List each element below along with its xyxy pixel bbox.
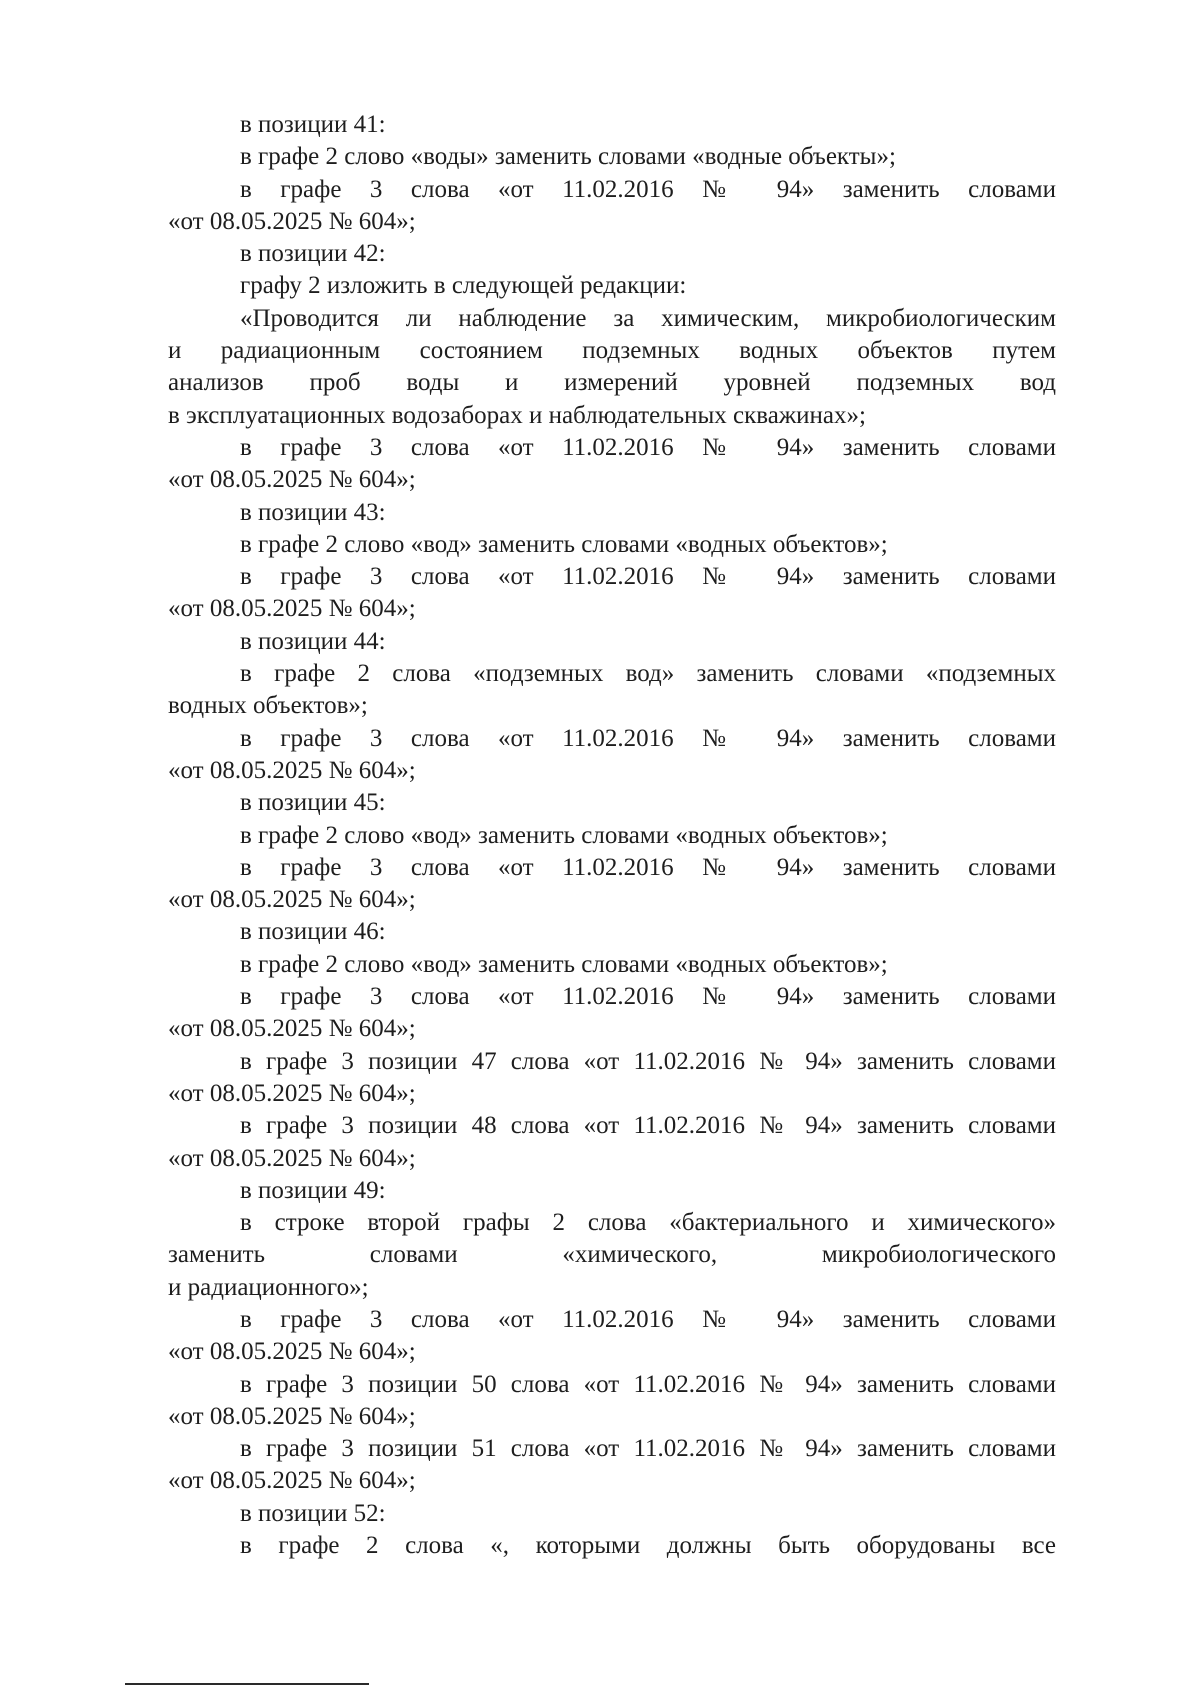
document-line: «от 08.05.2025 № 604»; bbox=[168, 466, 416, 494]
document-line: в графе 3 позиции 47 слова «от 11.02.2016 № 94» заменить словами bbox=[240, 1047, 1056, 1075]
document-line: заменить словами «химического, микробиологического bbox=[168, 1241, 1056, 1269]
document-line: в графе 2 слово «воды» заменить словами «водные объекты»; bbox=[240, 143, 896, 171]
document-line: в графе 3 слова «от 11.02.2016 № 94» заменить словами bbox=[240, 563, 1056, 591]
document-line: в эксплуатационных водозаборах и наблюдательных скважинах»; bbox=[168, 401, 866, 429]
document-line: и радиационного»; bbox=[168, 1273, 369, 1301]
document-line: в графе 3 позиции 50 слова «от 11.02.2016 № 94» заменить словами bbox=[240, 1370, 1056, 1398]
document-line: графу 2 изложить в следующей редакции: bbox=[240, 272, 687, 300]
document-line: в графе 2 слово «вод» заменить словами «водных объектов»; bbox=[240, 530, 888, 558]
document-line: «от 08.05.2025 № 604»; bbox=[168, 1015, 416, 1043]
document-line: «от 08.05.2025 № 604»; bbox=[168, 207, 416, 235]
footer-rule bbox=[125, 1683, 369, 1685]
document-line: в позиции 52: bbox=[240, 1499, 386, 1527]
document-line: в графе 2 слово «вод» заменить словами «водных объектов»; bbox=[240, 950, 888, 978]
document-line: в позиции 44: bbox=[240, 627, 386, 655]
document-line: «Проводится ли наблюдение за химическим, микробиологическим bbox=[240, 304, 1056, 332]
document-line: в позиции 49: bbox=[240, 1176, 386, 1204]
document-line: в графе 3 слова «от 11.02.2016 № 94» заменить словами bbox=[240, 433, 1056, 461]
document-line: в графе 2 слова «подземных вод» заменить словами «подземных bbox=[240, 660, 1056, 688]
document-line: «от 08.05.2025 № 604»; bbox=[168, 886, 416, 914]
document-line: в графе 3 слова «от 11.02.2016 № 94» заменить словами bbox=[240, 853, 1056, 881]
document-line: анализов проб воды и измерений уровней подземных вод bbox=[168, 369, 1056, 397]
document-line: в позиции 45: bbox=[240, 789, 386, 817]
document-line: «от 08.05.2025 № 604»; bbox=[168, 756, 416, 784]
document-line: в графе 2 слова «, которыми должны быть оборудованы все bbox=[240, 1532, 1056, 1560]
document-line: в графе 3 слова «от 11.02.2016 № 94» заменить словами bbox=[240, 724, 1056, 752]
document-line: в позиции 42: bbox=[240, 240, 386, 268]
document-line: в графе 3 позиции 51 слова «от 11.02.2016 № 94» заменить словами bbox=[240, 1435, 1056, 1463]
document-line: в графе 3 позиции 48 слова «от 11.02.2016 № 94» заменить словами bbox=[240, 1112, 1056, 1140]
document-line: в графе 2 слово «вод» заменить словами «водных объектов»; bbox=[240, 821, 888, 849]
document-line: «от 08.05.2025 № 604»; bbox=[168, 1079, 416, 1107]
document-line: в строке второй графы 2 слова «бактериального и химического» bbox=[240, 1209, 1056, 1237]
document-line: в позиции 46: bbox=[240, 918, 386, 946]
document-body bbox=[168, 109, 1056, 1562]
document-line: в графе 3 слова «от 11.02.2016 № 94» заменить словами bbox=[240, 1305, 1056, 1333]
document-line: водных объектов»; bbox=[168, 692, 368, 720]
document-line: «от 08.05.2025 № 604»; bbox=[168, 1402, 416, 1430]
document-line: в позиции 41: bbox=[240, 111, 386, 138]
document-line: в позиции 43: bbox=[240, 498, 386, 526]
document-line: в графе 3 слова «от 11.02.2016 № 94» заменить словами bbox=[240, 175, 1056, 203]
document-line: «от 08.05.2025 № 604»; bbox=[168, 1467, 416, 1495]
document-line: «от 08.05.2025 № 604»; bbox=[168, 1338, 416, 1366]
document-line: в графе 3 слова «от 11.02.2016 № 94» заменить словами bbox=[240, 983, 1056, 1011]
document-line: и радиационным состоянием подземных водных объектов путем bbox=[168, 337, 1056, 365]
document-line: «от 08.05.2025 № 604»; bbox=[168, 595, 416, 623]
document-line: «от 08.05.2025 № 604»; bbox=[168, 1144, 416, 1172]
